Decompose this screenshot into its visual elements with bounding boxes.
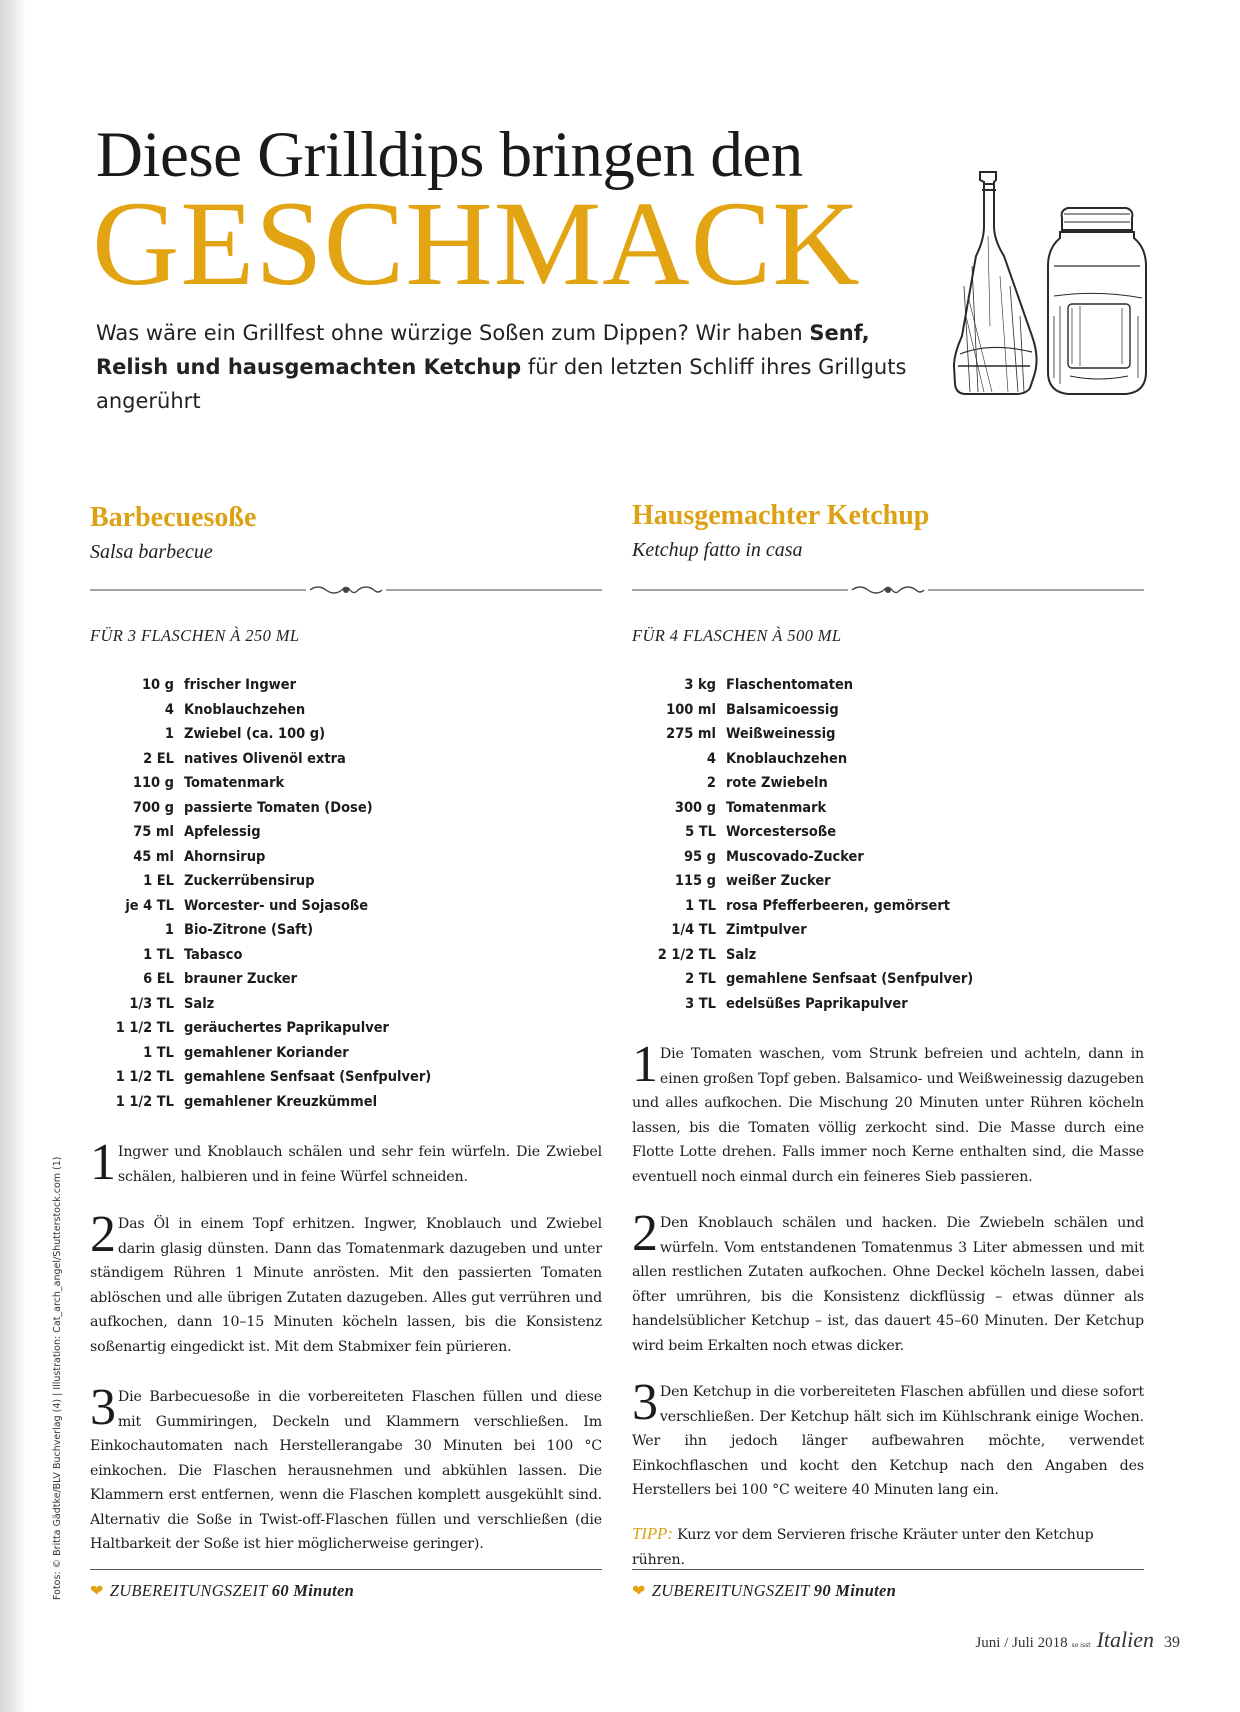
recipe-step — [90, 1379, 602, 1557]
step-text: Die Tomaten waschen, vom Strunk befreien und achteln, dann in einen großen Topf geben. Balsamico- und Weißweinessig dazugeben und alles aufkochen. Die Mischung 20 Minuten unter Rühren köcheln lassen, bis die Tomaten völlig zerkocht sind. Die Masse durch eine Flotte Lotte drehen. Falls immer noch Kerne enthalten sind, die Masse eventuell noch einmal durch ein feineres Sieb passieren. — [632, 1046, 1144, 1185]
page-footer — [975, 1627, 1180, 1653]
ingredient-row: 1 EL Zuckerrübensirup — [143, 873, 315, 889]
page-gutter-shadow — [0, 0, 26, 1712]
ingredient-row: 75 ml Apfelessig — [133, 824, 261, 840]
page-number: 39 — [1164, 1634, 1180, 1651]
step-number: 2 — [632, 1205, 658, 1262]
ingredient-row: 115 g weißer Zucker — [674, 873, 831, 889]
step-text: Die Barbecuesoße in die vorbereiteten Flaschen füllen und diese mit Gummiringen, Deckeln und Klammern verschließen. Im Einkochautomaten nach Herstellerangabe 30 Minuten bei 100 °C einkochen. Die Flaschen herausnehmen und abkühlen lassen. Die Klammern erst entfernen, wenn die Flaschen komplett ausgekühlt sind. Alternativ die Soße in Twist-off-Flaschen füllen und verschließen (die Haltbarkeit der Soße ist hier möglicherweise geringer). — [90, 1389, 602, 1552]
ingredient-row: 1 1/2 TL gemahlener Kreuzkümmel — [115, 1093, 378, 1110]
ingredient-row: 2 TL gemahlene Senfsaat (Senfpulver) — [685, 971, 974, 987]
prep-time — [632, 1581, 896, 1601]
ingredient-row: 1 1/2 TL geräuchertes Paprikapulver — [115, 1020, 389, 1036]
tip-text: Kurz vor dem Servieren frische Kräuter unter den Ketchup rühren. — [632, 1527, 1094, 1568]
ingredient-list — [632, 673, 973, 1016]
recipe-barbecuesosse — [90, 500, 610, 1600]
ingredient-row: 700 g passierte Tomaten (Dose) — [132, 799, 373, 816]
step-number: 3 — [632, 1374, 658, 1431]
recipe-step — [90, 1134, 602, 1191]
ingredient-row: 110 g Tomatenmark — [132, 775, 285, 791]
step-number: 1 — [90, 1134, 116, 1191]
ornament-divider — [632, 582, 1144, 598]
ingredient-row: 1 1/2 TL gemahlene Senfsaat (Senfpulver) — [115, 1069, 432, 1085]
ingredient-row: 2 1/2 TL Salz — [657, 946, 757, 963]
recipe-step — [90, 1206, 602, 1359]
intro-text — [96, 316, 916, 418]
magazine-prefix: so isst — [1071, 1642, 1091, 1649]
ingredient-row: 95 g Muscovado-Zucker — [683, 848, 864, 865]
ingredient-row: 1 TL rosa Pfefferbeeren, gemörsert — [685, 897, 951, 914]
intro-bold: Senf, Relish und hausgemachten Ketchup — [96, 321, 870, 379]
recipe-step — [632, 1374, 1144, 1503]
recipe-hausgemachter-ketchup — [632, 498, 1152, 1600]
headline-line-2: GESCHMACK — [92, 177, 861, 311]
ingredient-row: 2 rote Zwiebeln — [706, 775, 828, 791]
step-text: Den Ketchup in die vorbereiteten Flaschen abfüllen und diese sofort verschließen. Der Ketchup hält sich im Kühlschrank einige Wochen. Wer ihn jedoch länger aufbewahren möchte, verwendet Einkochflaschen und kocht den Ketchup nach den Angaben des Herstellers bei 100 °C weitere 40 Minuten lang ein. — [632, 1384, 1144, 1498]
ingredient-row: 45 ml Ahornsirup — [133, 848, 266, 865]
ingredient-row: 275 ml Weißweinessig — [666, 726, 836, 742]
prep-label: ZUBEREITUNGSZEIT — [651, 1581, 810, 1600]
photo-credit: Fotos: © Britta Gädtke/BLV Buchverlag (4) | Illustration: Cat_arch_angel/Shutterstock.com (1) — [52, 1156, 63, 1600]
ingredient-row: 4 Knoblauchzehen — [164, 701, 306, 718]
recipe-yield: FÜR 4 FLASCHEN À 500 ML — [632, 626, 842, 645]
step-text: Das Öl in einem Topf erhitzen. Ingwer, Knoblauch und Zwiebel darin glasig dünsten. Dann das Tomatenmark dazugeben und unter ständigem Rühren 1 Minute anrösten. Mit den passierten Tomaten ablöschen und alle übrigen Zutaten dazugeben. Alles gut verrühren und aufkochen, dann 10–15 Minuten köcheln lassen, bis die Konsistenz soßenartig eingedickt ist. Mit dem Stabmixer fein pürieren. — [90, 1216, 602, 1355]
ingredient-row: 1/4 TL Zimtpulver — [671, 922, 807, 938]
step-text: Den Knoblauch schälen und hacken. Die Zwiebeln schälen und würfeln. Vom entstandenen Tomatenmus 3 Liter abmessen und mit allen restlichen Zutaten aufkochen. Ohne Deckel köcheln lassen, dabei öfter umrühren, bis die Konsistenz dickflüssig – etwas dünner als handelsüblicher Ketchup – ist, das dauert 45–60 Minuten. Der Ketchup wird beim Erkalten noch etwas dicker. — [632, 1215, 1144, 1354]
ingredient-row: 6 EL brauner Zucker — [143, 971, 298, 987]
ingredient-row: 100 ml Balsamicoessig — [666, 701, 839, 718]
step-number: 3 — [90, 1379, 116, 1436]
recipe-step — [632, 1036, 1144, 1189]
ingredient-row: je 4 TL Worcester- und Sojasoße — [125, 897, 369, 914]
ingredient-row: 3 TL edelsüßes Paprikapulver — [685, 995, 908, 1012]
ornament-divider — [90, 582, 602, 598]
heart-icon: ❤ — [90, 1583, 104, 1600]
prep-value: 60 Minuten — [271, 1581, 355, 1600]
ingredient-row: 1 TL gemahlener Koriander — [143, 1044, 349, 1061]
ingredient-row: 300 g Tomatenmark — [674, 799, 827, 816]
prep-value: 90 Minuten — [813, 1581, 897, 1600]
ingredient-row: 10 g frischer Ingwer — [141, 677, 296, 693]
recipe-yield: FÜR 3 FLASCHEN À 250 ML — [90, 626, 300, 645]
step-text: Ingwer und Knoblauch schälen und sehr fein würfeln. Die Zwiebel schälen, halbieren und in feine Würfel schneiden. — [117, 1144, 602, 1185]
step-number: 1 — [632, 1036, 658, 1093]
recipe-subtitle: Ketchup fatto in casa — [632, 539, 803, 561]
ingredient-list — [90, 673, 431, 1114]
ingredient-row: 1 Bio-Zitrone (Saft) — [164, 922, 314, 938]
recipe-title: Barbecuesoße — [90, 502, 257, 533]
headline-line-1: Diese Grilldips bringen den — [96, 119, 803, 191]
prep-time — [90, 1581, 354, 1601]
ingredient-row: 2 EL natives Olivenöl extra — [143, 750, 346, 767]
issue-date: Juni / Juli 2018 — [975, 1635, 1068, 1651]
ingredient-row: 1 TL Tabasco — [143, 946, 243, 963]
recipe-step — [632, 1205, 1144, 1358]
bottle-and-jar-illustration — [950, 166, 1150, 398]
recipe-tip — [632, 1522, 1144, 1572]
ingredient-row: 4 Knoblauchzehen — [706, 750, 848, 767]
heart-icon: ❤ — [632, 1583, 646, 1600]
tip-label: TIPP: — [632, 1524, 673, 1543]
prep-label: ZUBEREITUNGSZEIT — [109, 1581, 268, 1600]
recipe-subtitle: Salsa barbecue — [90, 541, 213, 563]
intro-part-2: für den letzten Schliff ihres Grillguts angerührt — [96, 355, 907, 413]
bottom-rule — [632, 1569, 1144, 1570]
ingredient-row: 3 kg Flaschentomaten — [684, 677, 854, 693]
intro-part-1: Was wäre ein Grillfest ohne würzige Soßen zum Dippen? Wir haben — [96, 321, 810, 345]
step-number: 2 — [90, 1206, 116, 1263]
ingredient-row: 5 TL Worcestersoße — [685, 824, 837, 840]
magazine-logo: Italien — [1096, 1627, 1154, 1652]
ingredient-row: 1 Zwiebel (ca. 100 g) — [164, 726, 326, 742]
ingredient-row: 1/3 TL Salz — [129, 995, 215, 1012]
bottom-rule — [90, 1569, 602, 1570]
recipe-title: Hausgemachter Ketchup — [632, 500, 930, 531]
